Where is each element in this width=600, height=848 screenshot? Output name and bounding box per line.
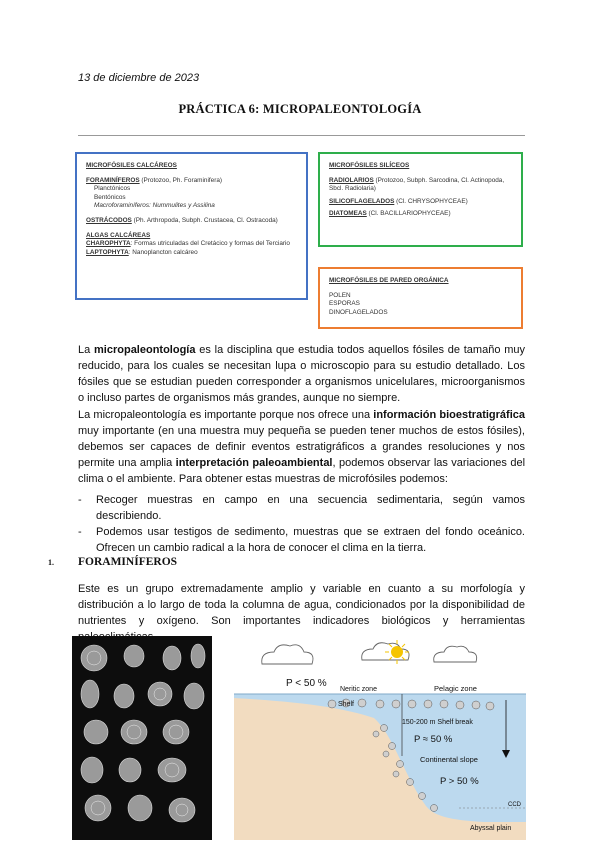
ostracods-line — [86, 217, 297, 225]
diatoms-line — [329, 210, 512, 218]
section-title: FORAMINÍFEROS — [78, 556, 178, 568]
label-p-shallow: P < 50 % — [286, 678, 327, 689]
paragraph-definition — [78, 343, 525, 407]
silicoflagellates-name: SILICOFLAGELADOS — [329, 197, 395, 205]
ocean-zones-diagram — [234, 636, 526, 840]
bold-term: micropaleontología — [94, 344, 196, 356]
laptophyta-line — [86, 249, 297, 257]
label-abyssal-plain: Abyssal plain — [470, 825, 512, 832]
text-run: La micropaleontología es importante porque nos ofrece una — [78, 409, 374, 421]
foraminifera-line — [86, 177, 297, 185]
bullet-list — [78, 493, 525, 557]
charophyta-line — [86, 240, 297, 248]
bold-term: información bioestratigráfica — [373, 409, 525, 421]
paragraph-importance — [78, 408, 525, 488]
siliceous-microfossils-box — [318, 152, 523, 247]
organic-item-spores: ESPORAS — [329, 300, 360, 308]
text-run: , podemos observar las variaciones del clima o el ambiente. Para obtener estas muestras de microfósiles podemos: — [78, 456, 526, 485]
foram-item-planktonic: Planctónicos — [94, 185, 131, 193]
list-item — [78, 493, 525, 525]
organic-item-dinoflagellates: DINOFLAGELADOS — [329, 308, 388, 316]
bullet-marker: - — [78, 494, 82, 506]
laptophyta-name: LAPTOPHYTA — [86, 248, 129, 256]
title-divider — [78, 135, 525, 136]
text-run: muy importante (en una muestra muy pequeña se pueden tener muchos de estos fósiles), debemos ser capaces de definir eventos estratigráficos a grandes resoluciones y nos permite una amplia — [78, 424, 525, 469]
organic-item-pollen: POLEN — [329, 292, 351, 300]
label-p-mid: P ≈ 50 % — [414, 734, 453, 745]
sun-disc — [391, 646, 403, 658]
label-shelf: Shelf — [338, 701, 354, 708]
charophyta-name: CHAROPHYTA — [86, 240, 131, 248]
diatoms-desc: (Cl. BACILLARIOPHYCEAE) — [366, 209, 451, 217]
foraminifera-micrograph-plate — [72, 636, 212, 840]
text-run: es la disciplina que estudia todos aquellos fósiles de tamaño muy reducido, para los cuales se necesitan lupa o microscopio para su estudio detallado. Los fósiles que se estudian pueden corresponder a organismos unicelulares, microorganismos o incluso partes de organismos más grandes, aunque no siempre. — [78, 344, 525, 404]
silicoflagellates-line — [329, 198, 512, 206]
calcareous-microfossils-box — [75, 152, 308, 300]
bold-term: interpretación paleoambiental — [175, 456, 333, 469]
radiolaria-name: RADIOLARIOS — [329, 177, 374, 185]
label-continental-slope: Continental slope — [420, 755, 478, 764]
page-title: PRÁCTICA 6: MICROPALEONTOLOGÍA — [178, 102, 422, 116]
siliceous-heading: MICROFÓSILES SILÍCEOS — [329, 162, 410, 169]
list-item-text: Podemos usar testigos de sedimento, muestras que se extraen del fondo oceánico. Ofrecen un cambio radical a la hora de conocer el clima en la tierra. — [96, 525, 525, 554]
label-pelagic-zone: Pelagic zone — [434, 684, 477, 693]
list-item — [78, 525, 525, 557]
calcareous-algae-heading: ALGAS CALCÁREAS — [86, 232, 151, 240]
label-shelf-break: 150-200 m Shelf break — [402, 719, 473, 726]
organic-heading: MICROFÓSILES DE PARED ORGÁNICA — [329, 277, 449, 284]
silicoflagellates-desc: (Cl. CHRYSOPHYCEAE) — [394, 197, 468, 205]
radiolaria-desc: (Protozoo, Subph. Sarcodina, Cl. Actinopoda, Sbcl. Radiolaria) — [329, 177, 505, 193]
section-number: 1. — [48, 558, 54, 567]
list-item-text: Recoger muestras en campo en una secuencia sedimentaria, según vamos describiendo. — [96, 494, 525, 522]
organic-wall-microfossils-box — [318, 267, 523, 329]
foraminifera-name: FORAMINÍFEROS — [86, 177, 140, 185]
cloud-icon — [434, 646, 477, 662]
foram-item-macro: Macroforaminíferos: Nummulites y Assilina — [94, 201, 215, 209]
paragraph-foraminifera: Este es un grupo extremadamente amplio y variable en cuanto a su morfología y distribución a lo largo de toda la columna de agua, condicionados por la disponibilidad de nutrientes y oxígeno. Son importantes indicadores biológicos y herramientas — [78, 583, 525, 627]
micrograph-specimens — [72, 636, 212, 840]
label-ccd: CCD — [508, 802, 521, 808]
calcareous-heading: MICROFÓSILES CALCÁREOS — [86, 162, 177, 169]
text-run: La — [78, 344, 95, 356]
radiolaria-line — [329, 177, 512, 193]
section-heading — [48, 556, 177, 568]
label-neritic-zone: Neritic zone — [340, 686, 377, 693]
charophyta-desc: : Formas utriculadas del Cretácico y formas del Terciario — [130, 240, 290, 248]
ocean-profile-svg — [234, 636, 526, 840]
ostracods-taxonomy: (Ph. Arthropoda, Subph. Crustacea, Cl. Ostracoda) — [131, 217, 278, 225]
document-date: 13 de diciembre de 2023 — [78, 72, 200, 84]
label-p-deep: P > 50 % — [440, 776, 479, 787]
diatoms-name: DIATOMEAS — [329, 209, 367, 217]
bullet-marker: - — [78, 525, 82, 538]
foraminifera-taxonomy: (Protozoo, Ph. Foraminifera) — [139, 177, 223, 185]
ostracods-name: OSTRÁCODOS — [86, 217, 132, 225]
cloud-icon — [262, 645, 313, 664]
foram-item-benthic: Bentónicos — [94, 193, 126, 201]
laptophyta-desc: : Nanoplancton calcáreo — [128, 248, 198, 256]
